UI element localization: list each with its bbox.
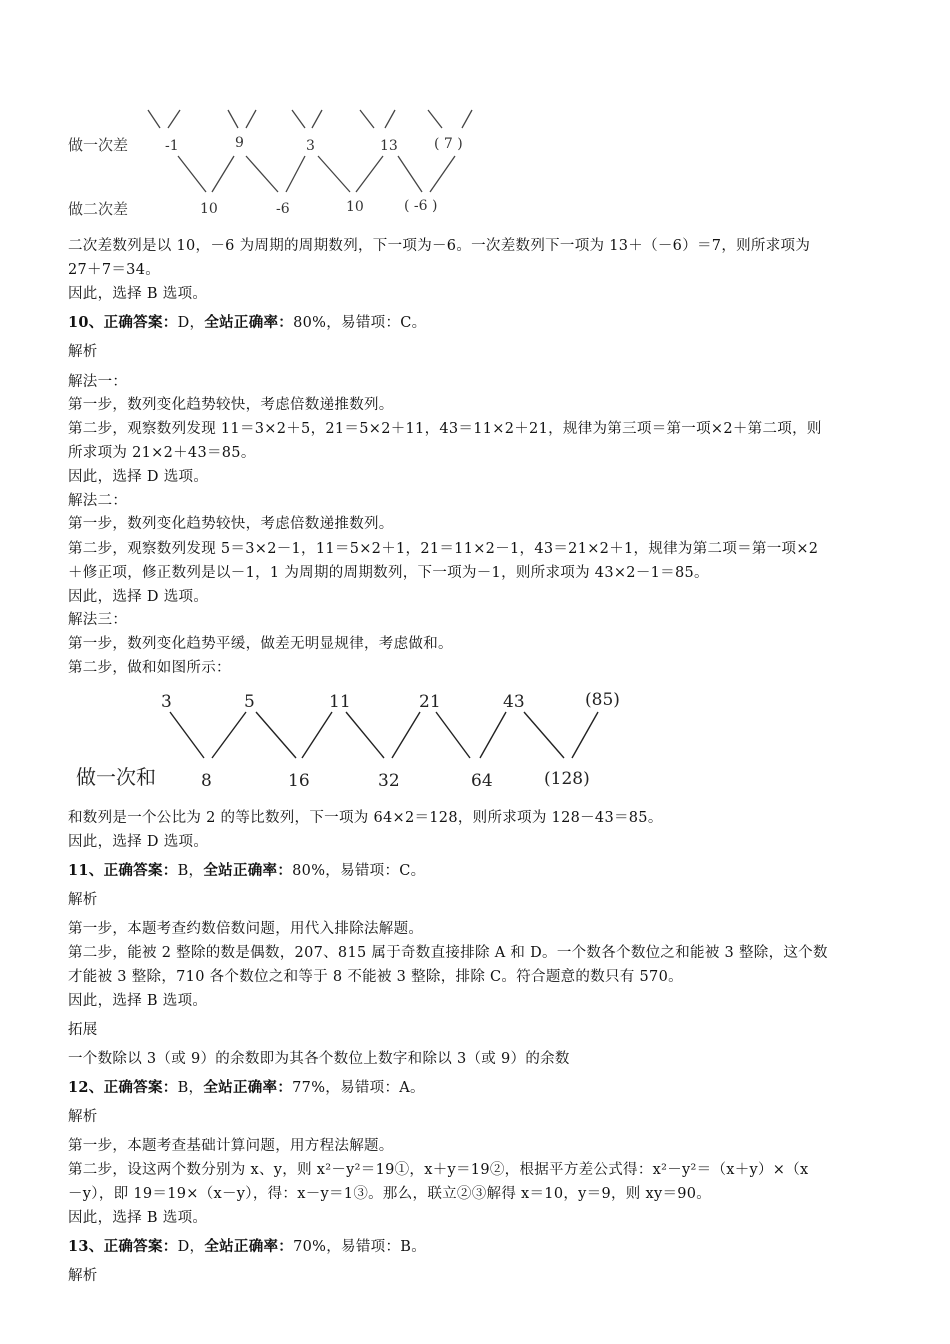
sum-top-value: 43 xyxy=(503,692,525,712)
diff-row1-value: 13 xyxy=(380,138,398,154)
q10-method1-conclusion: 因此，选择 D 选项。 xyxy=(68,469,209,485)
sum-bottom-value: 8 xyxy=(201,771,212,791)
q11-header xyxy=(68,861,425,881)
accuracy-label: 全站正确率： xyxy=(204,1238,294,1255)
q9-conclusion: 因此，选择 B 选项。 xyxy=(68,286,208,302)
q11-step2: 第二步，能被 2 整除的数是偶数，207、815 属于奇数直接排除 A 和 D。一个数各个数位之和能被 3 整除，这个数 xyxy=(68,945,828,961)
accuracy-value: 77%，易错项：A。 xyxy=(292,1080,425,1096)
diff-row2-value: ( -6 ) xyxy=(404,198,438,214)
q13-analysis-title: 解析 xyxy=(68,1268,98,1284)
q9-explain-line: 二次差数列是以 10，－6 为周期的周期数列，下一项为－6。一次差数列下一项为 13＋（－6）＝7，则所求项为 xyxy=(68,238,811,254)
sum-top-value: 3 xyxy=(161,692,172,712)
answer-value: D， xyxy=(177,1239,205,1255)
answer-label: 11、正确答案： xyxy=(68,862,178,879)
q10-method3-step2: 第二步，做和如图所示： xyxy=(68,660,231,676)
q10-method2-step2: 第二步，观察数列发现 5＝3×2－1，11＝5×2＋1，21＝11×2－1，43＝21×2＋1，规律为第二项＝第一项×2 xyxy=(68,541,819,557)
q10-method1-title: 解法一： xyxy=(68,374,128,390)
q12-step2: －y），即 19＝19×（x－y），得：x－y＝1③。那么，联立②③解得 x＝10，y＝9，则 xy＝90。 xyxy=(68,1186,712,1202)
diff-row2-value: 10 xyxy=(346,199,364,215)
diff-row1-value: 3 xyxy=(306,138,315,154)
sum-top-value: 21 xyxy=(419,692,441,712)
q10-method2-step1: 第一步，数列变化趋势较快，考虑倍数递推数列。 xyxy=(68,516,394,532)
diff-row1-label: 做一次差 xyxy=(68,136,129,154)
answer-label: 12、正确答案： xyxy=(68,1079,178,1096)
answer-value: B， xyxy=(177,863,204,879)
difference-diagram xyxy=(60,104,500,224)
q12-header xyxy=(68,1078,425,1098)
q10-method2-title: 解法二： xyxy=(68,493,128,509)
answer-label: 13、正确答案： xyxy=(68,1238,178,1255)
accuracy-label: 全站正确率： xyxy=(203,862,293,879)
q11-step1: 第一步，本题考查约数倍数问题，用代入排除法解题。 xyxy=(68,921,424,937)
diff-row2-label: 做二次差 xyxy=(68,200,129,218)
q11-analysis-title: 解析 xyxy=(68,892,98,908)
sum-top-value: (85) xyxy=(585,690,620,710)
sum-label: 做一次和 xyxy=(76,765,156,789)
diff-row1-value: ( 7 ) xyxy=(434,136,463,152)
q10-header xyxy=(68,313,426,333)
accuracy-value: 80%，易错项：C。 xyxy=(292,863,426,879)
diff-row1-value: -1 xyxy=(165,138,179,154)
q11-step2: 才能被 3 整除，710 各个数位之和等于 8 不能被 3 整除，排除 C。符合题意的数只有 570。 xyxy=(68,969,683,985)
sum-bottom-value: 64 xyxy=(471,771,493,791)
q13-header xyxy=(68,1237,426,1257)
accuracy-label: 全站正确率： xyxy=(204,314,294,331)
q12-step2: 第二步，设这两个数分别为 x、y，则 x²－y²＝19①，x＋y＝19②，根据平方差公式得：x²－y²＝（x＋y）×（x xyxy=(68,1162,809,1178)
sum-top-value: 5 xyxy=(244,692,255,712)
sum-bottom-value: 16 xyxy=(288,771,310,791)
q12-step1: 第一步，本题考查基础计算问题，用方程法解题。 xyxy=(68,1138,394,1154)
q10-method1-step2: 第二步，观察数列发现 11＝3×2＋5，21＝5×2＋11，43＝11×2＋21，规律为第三项＝第一项×2＋第二项，则 xyxy=(68,421,822,437)
diff-row2-value: -6 xyxy=(276,201,290,217)
answer-value: B， xyxy=(177,1080,204,1096)
diff-row2-value: 10 xyxy=(200,201,218,217)
accuracy-value: 80%，易错项：C。 xyxy=(293,315,427,331)
q10-method2-step2: ＋修正项，修正数列是以－1，1 为周期的周期数列，下一项为－1，则所求项为 43×2－1＝85。 xyxy=(68,565,709,581)
q10-analysis-title: 解析 xyxy=(68,344,98,360)
q10-method3-conclusion: 因此，选择 D 选项。 xyxy=(68,834,209,850)
q11-extension-text: 一个数除以 3（或 9）的余数即为其各个数位上数字和除以 3（或 9）的余数 xyxy=(68,1051,570,1067)
q10-method3-step1: 第一步，数列变化趋势平缓，做差无明显规律，考虑做和。 xyxy=(68,636,453,652)
accuracy-label: 全站正确率： xyxy=(203,1079,293,1096)
sum-bottom-value: (128) xyxy=(544,769,590,789)
answer-label: 10、正确答案： xyxy=(68,314,178,331)
q10-method1-step2: 所求项为 21×2＋43＝85。 xyxy=(68,445,256,461)
sum-top-value: 11 xyxy=(329,692,351,712)
sum-diagram xyxy=(70,686,640,798)
q11-extension-title: 拓展 xyxy=(68,1022,98,1038)
sum-bottom-value: 32 xyxy=(378,771,400,791)
q10-method3-title: 解法三： xyxy=(68,612,128,628)
q11-conclusion: 因此，选择 B 选项。 xyxy=(68,993,208,1009)
q9-explain-line: 27＋7＝34。 xyxy=(68,262,161,278)
q12-analysis-title: 解析 xyxy=(68,1109,98,1125)
q10-method1-step1: 第一步，数列变化趋势较快，考虑倍数递推数列。 xyxy=(68,397,394,413)
diff-row1-value: 9 xyxy=(235,135,244,151)
accuracy-value: 70%，易错项：B。 xyxy=(293,1239,427,1255)
q10-method2-conclusion: 因此，选择 D 选项。 xyxy=(68,589,209,605)
answer-value: D， xyxy=(177,315,205,331)
q10-method3-explain: 和数列是一个公比为 2 的等比数列，下一项为 64×2＝128，则所求项为 128－43＝85。 xyxy=(68,810,663,826)
q12-conclusion: 因此，选择 B 选项。 xyxy=(68,1210,208,1226)
